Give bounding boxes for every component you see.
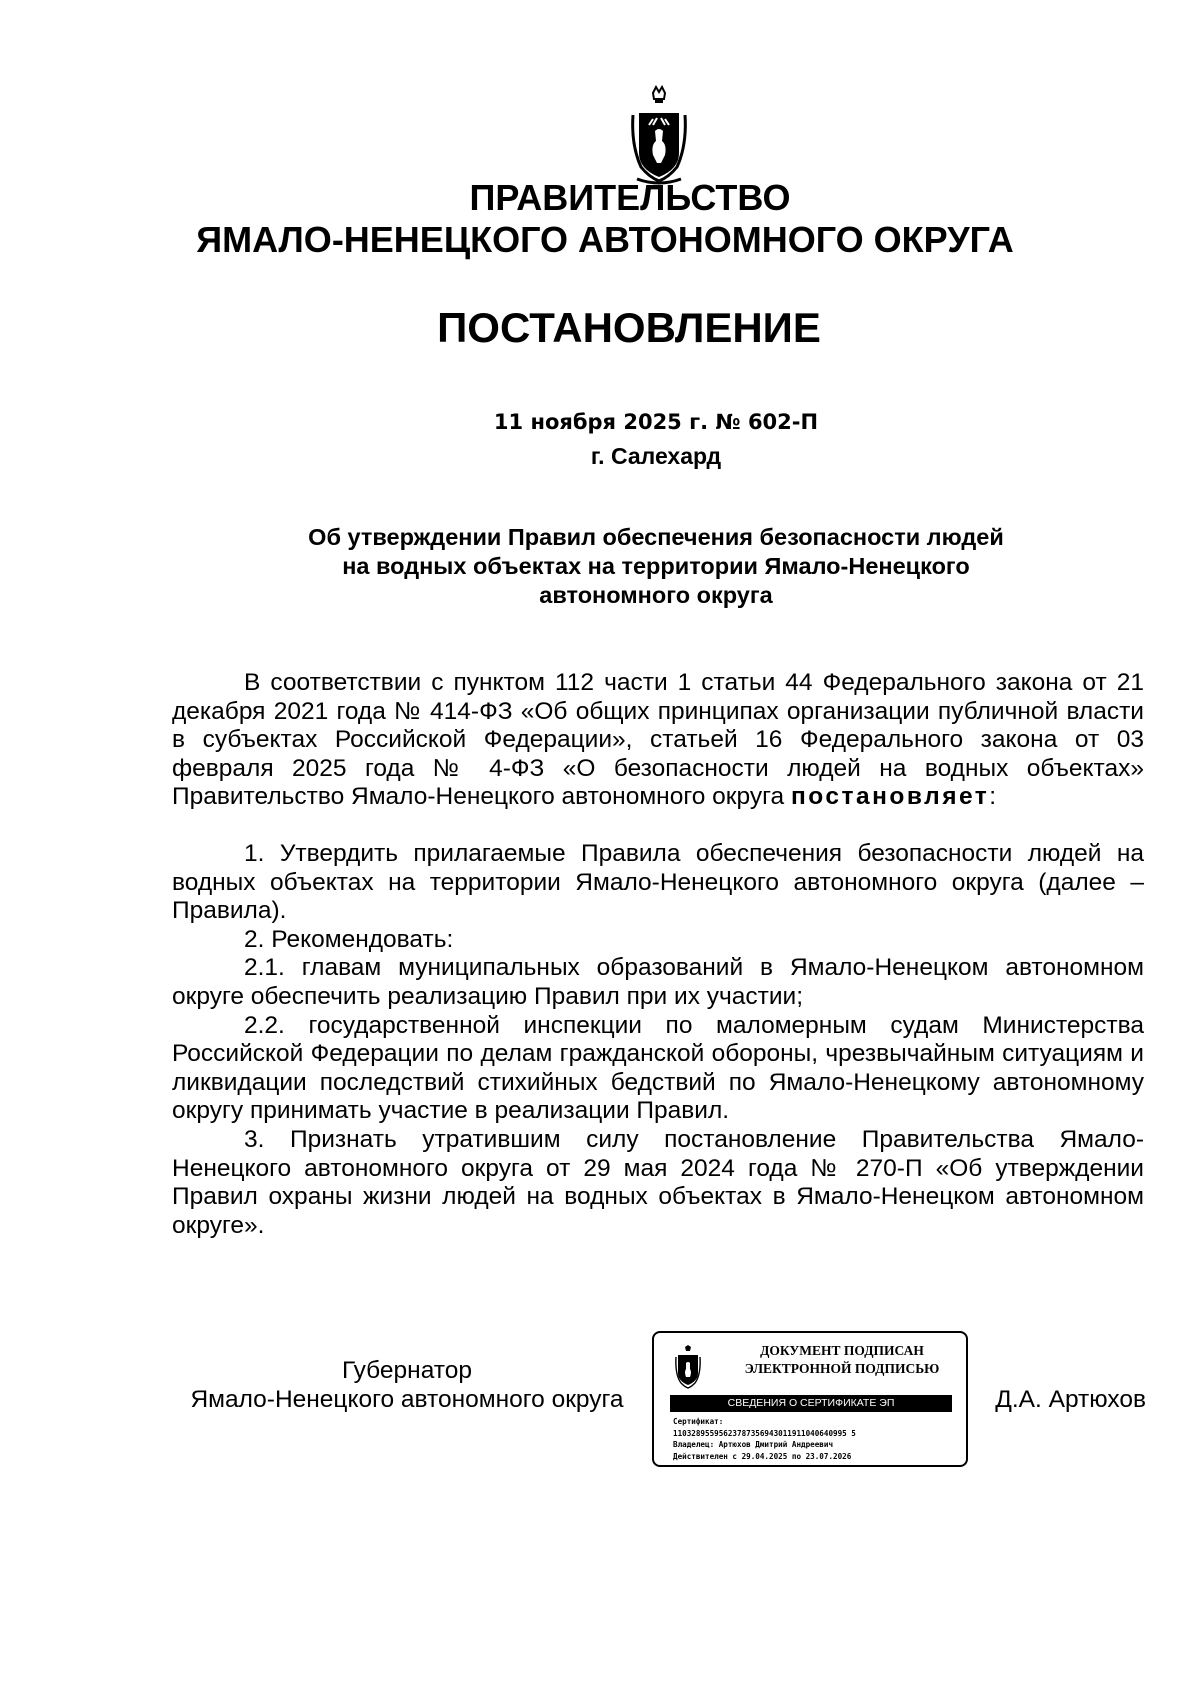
signer-position bbox=[172, 1356, 642, 1414]
stamp-owner: Владелец: Артюхов Дмитрий Андреевич bbox=[673, 1440, 834, 1449]
document-subject bbox=[0, 523, 1200, 610]
signer-name: Д.А. Артюхов bbox=[995, 1386, 1146, 1413]
stamp-title-line2: ЭЛЕКТРОННОЙ ПОДПИСЬЮ bbox=[744, 1361, 940, 1376]
stamp-cert-number: 11032895595623787356943011911040640995 5 bbox=[673, 1428, 856, 1438]
stamp-certificate-info bbox=[673, 1416, 963, 1462]
subject-line: автономного округа bbox=[539, 582, 773, 608]
subject-line: Об утверждении Правил обеспечения безопасности людей bbox=[308, 524, 1004, 550]
subject-line: на водных объектах на территории Ямало-Ненецкого bbox=[342, 553, 970, 579]
coat-of-arms-icon bbox=[631, 85, 687, 189]
preamble-end: : bbox=[989, 783, 997, 811]
signer-position-line1: Губернатор bbox=[342, 1357, 472, 1384]
city: г. Салехард bbox=[590, 443, 722, 469]
stamp-title-line1: ДОКУМЕНТ ПОДПИСАН bbox=[760, 1343, 924, 1358]
item-paragraph: 1. Утвердить прилагаемые Правила обеспечения безопасности людей на водных объектах на территории Ямало-Ненецкого автономного округа (далее – Правила). bbox=[172, 839, 1144, 925]
stamp-validity: Действителен с 29.04.2025 по 23.07.2026 bbox=[673, 1451, 852, 1461]
government-title-line2: ЯМАЛО-НЕНЕЦКОГО АВТОНОМНОГО ОКРУГА bbox=[196, 219, 1014, 260]
preamble-keyword: постановляет bbox=[790, 783, 990, 811]
stamp-cert-label: Сертификат: bbox=[673, 1417, 724, 1426]
document-type: ПОСТАНОВЛЕНИЕ bbox=[437, 304, 821, 351]
preamble-paragraph bbox=[172, 669, 1144, 812]
signer-position-line2: Ямало-Ненецкого автономного округа bbox=[190, 1386, 624, 1413]
government-title-line1: ПРАВИТЕЛЬСТВО bbox=[469, 177, 791, 218]
stamp-certificate-bar: СВЕДЕНИЯ О СЕРТИФИКАТЕ ЭП bbox=[670, 1395, 952, 1412]
item-paragraph: 2.1. главам муниципальных образований в Ямало-Ненецком автономном округе обеспечить реализацию Правил при их участии; bbox=[172, 954, 1144, 1010]
stamp-title bbox=[722, 1342, 962, 1378]
item-paragraph: 2. Рекомендовать: bbox=[244, 925, 454, 953]
item-paragraph: 3. Признать утратившим силу постановление Правительства Ямало-Ненецкого автономного округа от 29 мая 2024 года № 270-П «Об утверждении Правил охраны жизни людей на водных объектах в Ямало-Ненецком автономном округе». bbox=[172, 1125, 1144, 1239]
date-and-number: 11 ноября 2025 г. № 602-П bbox=[493, 410, 819, 434]
stamp-emblem-icon bbox=[675, 1345, 701, 1389]
electronic-signature-stamp bbox=[652, 1331, 968, 1467]
item-paragraph: 2.2. государственной инспекции по маломерным судам Министерства Российской Федерации по делам гражданской обороны, чрезвычайным ситуациям и ликвидации последствий стихийных бедствий по Ямало-Ненецкому автономному округу принимать участие в реализации Правил. bbox=[172, 1011, 1144, 1125]
preamble-text: В соответствии с пунктом 112 части 1 статьи 44 Федерального закона от 21 декабря 2021 года № 414-ФЗ «Об общих принципах организации публичной власти в субъектах Российской Федерации», статьей 16 Федерального закона от 03 февраля 2025 года № 4-ФЗ «О безопасности людей на водных объектах» Правительство Ямало-Ненецкого автономного округа bbox=[172, 669, 1144, 811]
document-body bbox=[172, 669, 1144, 1240]
